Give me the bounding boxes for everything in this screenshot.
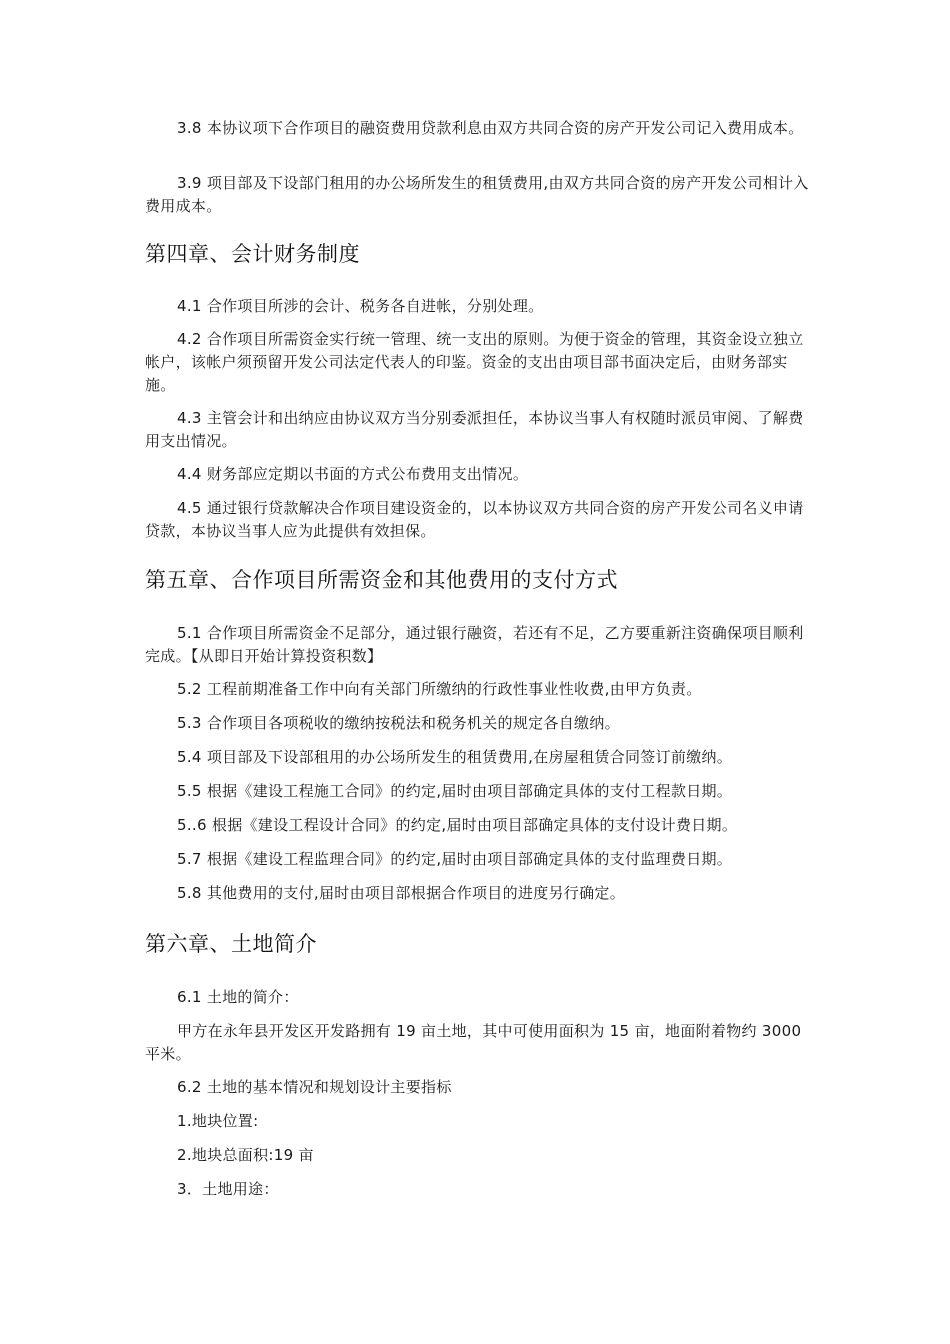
clause-5-5: 5.5 根据《建设工程施工合同》的约定,届时由项目部确定具体的支付工程款日期。 [177, 782, 733, 800]
list-item-usage: 3．土地用途： [177, 1180, 279, 1198]
clause-5-2: 5.2 工程前期准备工作中向有关部门所缴纳的行政性事业性收费,由甲方负责。 [177, 680, 702, 698]
chapter-5-heading: 第五章、合作项目所需资金和其他费用的支付方式 [145, 568, 618, 592]
clause-5-1: 5.1 合作项目所需资金不足部分，通过银行融资，若还有不足，乙方要重新注资确保项目顺利完成。【从即日开始计算投资积数】 [145, 624, 804, 665]
chapter-4-heading: 第四章、会计财务制度 [145, 242, 360, 266]
clause-4-4: 4.4 财务部应定期以书面的方式公布费用支出情况。 [177, 465, 529, 483]
list-item-area: 2.地块总面积:19 亩 [177, 1146, 314, 1164]
clause-4-3: 4.3 主管会计和出纳应由协议双方当分别委派担任，本协议当事人有权随时派员审阅、了解费用支出情况。 [145, 409, 804, 450]
clause-5-8: 5.8 其他费用的支付,届时由项目部根据合作项目的进度另行确定。 [177, 884, 625, 902]
clause-5-3: 5.3 合作项目各项税收的缴纳按税法和税务机关的规定各自缴纳。 [177, 714, 620, 732]
chapter-6-heading: 第六章、土地简介 [145, 932, 317, 956]
list-item-location: 1.地块位置: [177, 1112, 259, 1130]
clause-6-1-body: 甲方在永年县开发区开发路拥有 19 亩土地，其中可使用面积为 15 亩，地面附着物约 3000 平米。 [145, 1022, 802, 1063]
clause-5-7: 5.7 根据《建设工程监理合同》的约定,届时由项目部确定具体的支付监理费日期。 [177, 850, 733, 868]
clause-6-2: 6.2 土地的基本情况和规划设计主要指标 [177, 1078, 452, 1096]
clause-5-4: 5.4 项目部及下设部租用的办公场所发生的租赁费用,在房屋租赁合同签订前缴纳。 [177, 748, 733, 766]
clause-4-5: 4.5 通过银行贷款解决合作项目建设资金的，以本协议双方共同合资的房产开发公司名义申请贷款，本协议当事人应为此提供有效担保。 [145, 499, 804, 540]
clause-3-9: 3.9 项目部及下设部门租用的办公场所发生的租赁费用,由双方共同合资的房产开发公司相计入费用成本。 [145, 174, 809, 215]
clause-6-1: 6.1 土地的简介： [177, 988, 299, 1006]
clause-3-8: 3.8 本协议项下合作项目的融资费用贷款利息由双方共同合资的房产开发公司记入费用成本。 [177, 119, 804, 137]
clause-5-6: 5..6 根据《建设工程设计合同》的约定,届时由项目部确定具体的支付设计费日期。 [177, 816, 738, 834]
clause-4-2: 4.2 合作项目所需资金实行统一管理、统一支出的原则。为便于资金的管理，其资金设立独立帐户，该帐户须预留开发公司法定代表人的印鉴。资金的支出由项目部书面决定后，由财务部实施。 [145, 330, 804, 394]
clause-4-1: 4.1 合作项目所涉的会计、税务各自进帐，分别处理。 [177, 297, 544, 315]
